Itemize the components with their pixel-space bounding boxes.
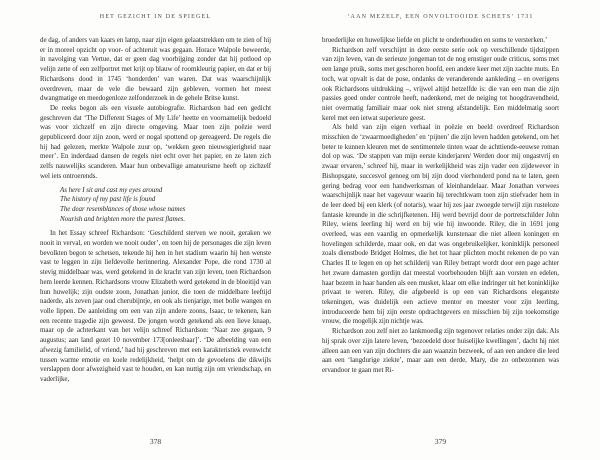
paragraph: In het Essay schreef Richardson: ‘Geschilderd sterven we nooit, geraken we nooit in verval, en worden we nooit ouder’, en toen hij de personages die zijn leven bevolkten begon te schetsen, tekende hij hen in het stadium waarin hij hen wenste vast te leggen in zijn liefdevolle herinnering. Alexander Pope, die rond 1730 al stevig middelbaar was, werd getekend in de kracht van zijn leven, toen Richardson hem leerde kennen. Richardsons vrouw Elizabeth werd getekend in de bloeitijd van hun huwelijk; zijn oudste zoon, Jonathan junior, die toen de middelbare leeftijd naderde, als zeven jaar oud cherubijntje, en ook als tienjarige, met bolle wangen en volle lippen. De aanleiding om een van zijn andere zoons, Isaac, te tekenen, kan een recente tragedie zijn geweest. De jongen wordt getekend als een lieve knaap, maar op de achterkant van het velijn schreef Richardson: ‘Naar zee gegaan, 9 augustus; aan land gezet 10 november 173[onleesbaar]’. ‘De afbeelding van een afwezig familielid, of vriend,’ had hij geschreven met een karakteristiek evenwicht tussen warme emotie en koele redelijkheid, ‘helpt om de gevoelens die dikwijls verslappen door afwezigheid vast te houden, en kan nuttig zijn om vriendschap, en vaderlijke,	[40, 229, 271, 383]
page-number-right: 379	[434, 437, 447, 446]
paragraph: Richardson zou zelf niet zo lankmoedig zijn tegenover relaties onder zijn dak. Als hij sprak over zijn latere leven, ‘bezoedeld door huiselijke kwellingen’, dacht hij niet alleen aan een van zijn dochters die aan waanzin bezweek, of aan een andere die leed aan een ‘langdurige ziekte’, maar aan een derde, Mary, die zo onbezonnen was ervandoor te gaan met Ri-	[322, 327, 559, 374]
paragraph: de dag, of anders van kaars en lamp, naar zijn eigen gelaatstrekken om te zien of hij er in moreel opzicht op voor- of achteruit was gegaan. Horace Walpole beweerde, in navolging van Vertue, dat er geen dag voorbijging zonder dat hij potlood op velijn zette of een zelfportret met krijt op blauw of roomkleurig papier, en dat er bij Richardsons dood in 1745 ‘honderden’ van waren. Dat was waarschijnlijk overdreven, maar de vele die bewaard zijn gebleven, vormen het meest dwangmatige en meedogenloze zelfonderzoek in de gehele Britse kunst.	[40, 36, 271, 103]
poem-line: The dear resemblances of those whose names	[60, 204, 186, 213]
paragraph: Richardson zelf verschijnt in deze eerste serie ook op verschillende tijdstippen van zijn leven, van de serieuze jongeman tot de nog ernstiger oude criticus, soms met een lange pruik, soms met geschoren hoofd, een andere keer met zijn zachte muts. En toch, wat opvalt is dat de pose, ondanks de veranderende aankleding – en overigens ook Richardsons uitdrukking –, vrijwel altijd hetzelfde is: die van een man die zijn passies goed onder controle heeft, nadenkend, met de neiging tot hoogdravendheid, niet overmatig familiair maar ook niet streng afstandelijk. Een middelmatig soort kerel met een ietwat superieure geest.	[322, 45, 559, 122]
paragraph: De reeks begon als een visuele autobiografie. Richardson had een gedicht geschreven dat ‘The Different Stages of My Life’ heette en voornamelijk bedoeld was voor zichzelf en zijn directe omgeving. Maar toen zijn poëzie werd gepubliceerd door zijn zoon, werd er nogal spottend op gereageerd. De regels die hij had gelezen, merkte Walpole zuur op, ‘wekken geen nieuwsgierigheid naar meer’. En inderdaad dansen de regels niet echt over het papier, en ze laten zich zelfs nauwelijks scanderen. Maar hun onbevallige amateurisme heeft op zichzelf wel iets ontroerends.	[40, 103, 271, 180]
running-header-left: HET GEZICHT IN DE SPIEGEL	[99, 14, 212, 20]
running-header-right: ‘AAN MEZELF, EEN ONVOLTOOIDE SCHETS’ 1731	[347, 14, 534, 20]
book-page-left	[40, 14, 271, 446]
poem-block	[40, 186, 271, 225]
poem-line: As here I sit and cast my eyes around	[60, 185, 163, 194]
poem-line: Nourish and brighten more the purest flames.	[60, 214, 186, 223]
text-column-left	[40, 36, 271, 385]
page-number-left: 378	[149, 437, 162, 446]
text-column-right	[322, 36, 559, 376]
paragraph: Als held van zijn eigen verhaal in poëzie en beeld overdreef Richardson misschien de ‘zwaarmoedigheden’ en ‘pijnen’ die zijn leven hadden getekend, om het beter te kunnen kleuren met de sentimentele tinten waar de achttiende-eeuwse roman dol op was. ‘De stappen van mijn eerste kinderjaren/ Werden door mij ongastvrij en zwaar ervaren,’ schreef hij, maar in werkelijkheid was zijn vader een zijdewever in Bishopsgate, succesvol genoeg om bij zijn dood vierhonderd pond na te laten, geen gering bedrag voor een handwerksman of kleinhandelaar. Maar Jonathan verwees waarschijnlijk naar het vagevuur waarin hij terechtkwam toen zijn stiefvader hem in de leer deed bij een klerk (of notaris), waar hij zes jaar zwoegde terwijl zijn rusteloze fantasie kreunde in die schrijfketenen. Hij werd bevrijd door de portretschilder John Riley, wiens leerling hij werd en bij wie hij inwoonde. Riley, die in 1691 jong overleed, was een vaardig en opmerkelijk kunstenaar die niet alleen koningen en hovelingen schilderde, maar ook, en dat was ongebruikelijker, koninklijk personeel zoals dienstbode Bridget Holmes, die het tot haar plichten mocht rekenen de po van Charles II te legen en op het schilderij van Riley betrapt wordt door een page achter het zware damasten gordijn dat meestal voorbehouden blijft aan vorsten en edelen, haar bezem in haar handen als een musket, klaar om elke indringer uit het koninklijke privaat te weren. Riley, die afgebeeld is op een van Richardsons elegantste tekeningen, was duidelijk een actieve mentor en meester voor zijn leerling, introduceerde hem bij zijn eerste opdrachtgevers en misschien bij zijn toekomstige vrouw, die mogelijk zijn nichtje was.	[322, 123, 559, 326]
paragraph: broederlijke en huwelijkse liefde en plicht te onderhouden en soms te versterken.’	[322, 36, 548, 44]
book-page-right	[322, 14, 559, 446]
poem-line: The history of my past life is found	[60, 195, 156, 204]
